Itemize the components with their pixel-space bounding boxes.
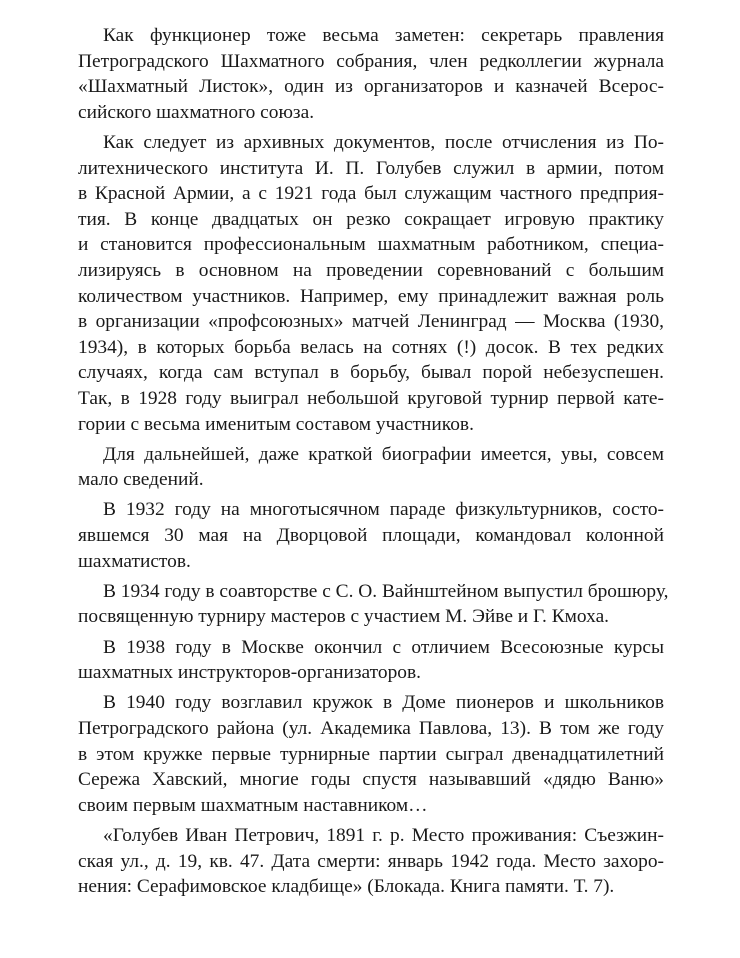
document-page xyxy=(78,23,669,904)
text-line: Сережа Хавский, многие годы спустя называвший «дядю Ваню» xyxy=(78,769,664,791)
text-line: Петроградского района (ул. Академика Павлова, 13). В том же году xyxy=(78,718,664,739)
text-line: в организации «профсоюзных» матчей Ленинград — Москва (1930, xyxy=(78,311,664,333)
paragraph xyxy=(78,579,669,630)
text-line: В 1938 году в Москве окончил с отличием Всесоюзные курсы xyxy=(103,636,664,658)
text-line: «Шахматный Листок», один из организаторов и казначей Всерос- xyxy=(78,76,664,98)
paragraph xyxy=(78,130,664,437)
text-line: В 1940 году возглавил кружок в Доме пионеров и школьников xyxy=(103,692,664,714)
text-line: ская ул., д. 19, кв. 47. Дата смерти: январь 1942 года. Место захоро- xyxy=(78,850,664,872)
text-line: гории с весьма именитым составом участников. xyxy=(78,413,474,435)
text-line: посвященную турниру мастеров с участием М. Эйве и Г. Кмоха. xyxy=(78,606,610,628)
text-line: литехнического института И. П. Голубев служил в армии, потом xyxy=(78,157,664,179)
text-line: Как функционер тоже весьма заметен: секретарь правления xyxy=(103,25,664,46)
text-line: шахматных инструкторов-организаторов. xyxy=(78,662,421,684)
text-line: Так, в 1928 году выиграл небольшой круговой турнир первой кате- xyxy=(78,387,664,409)
paragraph xyxy=(78,690,664,818)
text-line: Как следует из архивных документов, после отчисления из По- xyxy=(103,131,664,153)
text-line: своим первым шахматным наставником… xyxy=(78,794,428,816)
text-line: 1934), в которых борьба велась на сотнях (!) досок. В тех редких xyxy=(78,336,664,358)
text-line: Петроградского Шахматного собрания, член редколлегии журнала xyxy=(78,50,664,72)
text-line: лизируясь в основном на проведении соревнований с большим xyxy=(78,259,664,281)
text-line: и становится профессиональным шахматным работником, специа- xyxy=(78,234,664,256)
text-line: нения: Серафимовское кладбище» (Блокада. Книга памяти. Т. 7). xyxy=(78,876,615,898)
paragraph xyxy=(78,635,664,686)
text-line: тия. В конце двадцатых он резко сокращает игровую практику xyxy=(78,208,664,230)
text-line: случаях, когда сам вступал в борьбу, бывал порой небезуспешен. xyxy=(78,362,664,384)
text-line: в этом кружке первые турнирные партии сыграл двенадцатилетний xyxy=(78,743,664,765)
text-line: В 1934 году в соавторстве с С. О. Вайнштейном выпустил брошюру, xyxy=(103,580,669,602)
text-line: шахматистов. xyxy=(78,550,191,572)
text-line: в Красной Армии, а с 1921 года был служащим частного предприя- xyxy=(78,183,664,205)
text-line: Для дальнейшей, даже краткой биографии имеется, увы, совсем xyxy=(103,443,664,465)
text-body xyxy=(78,23,669,900)
paragraph xyxy=(78,442,664,493)
text-line: количеством участников. Например, ему принадлежит важная роль xyxy=(78,285,664,307)
text-line: мало сведений. xyxy=(78,469,204,491)
paragraph xyxy=(78,823,664,900)
paragraph xyxy=(78,497,664,574)
text-line: явшемся 30 мая на Дворцовой площади, командовал колонной xyxy=(78,525,664,547)
paragraph xyxy=(78,23,664,125)
text-line: «Голубев Иван Петрович, 1891 г. р. Место проживания: Съезжин- xyxy=(103,824,664,846)
text-line: сийского шахматного союза. xyxy=(78,101,315,123)
text-line: В 1932 году на многотысячном параде физкультурников, состо- xyxy=(103,499,664,521)
